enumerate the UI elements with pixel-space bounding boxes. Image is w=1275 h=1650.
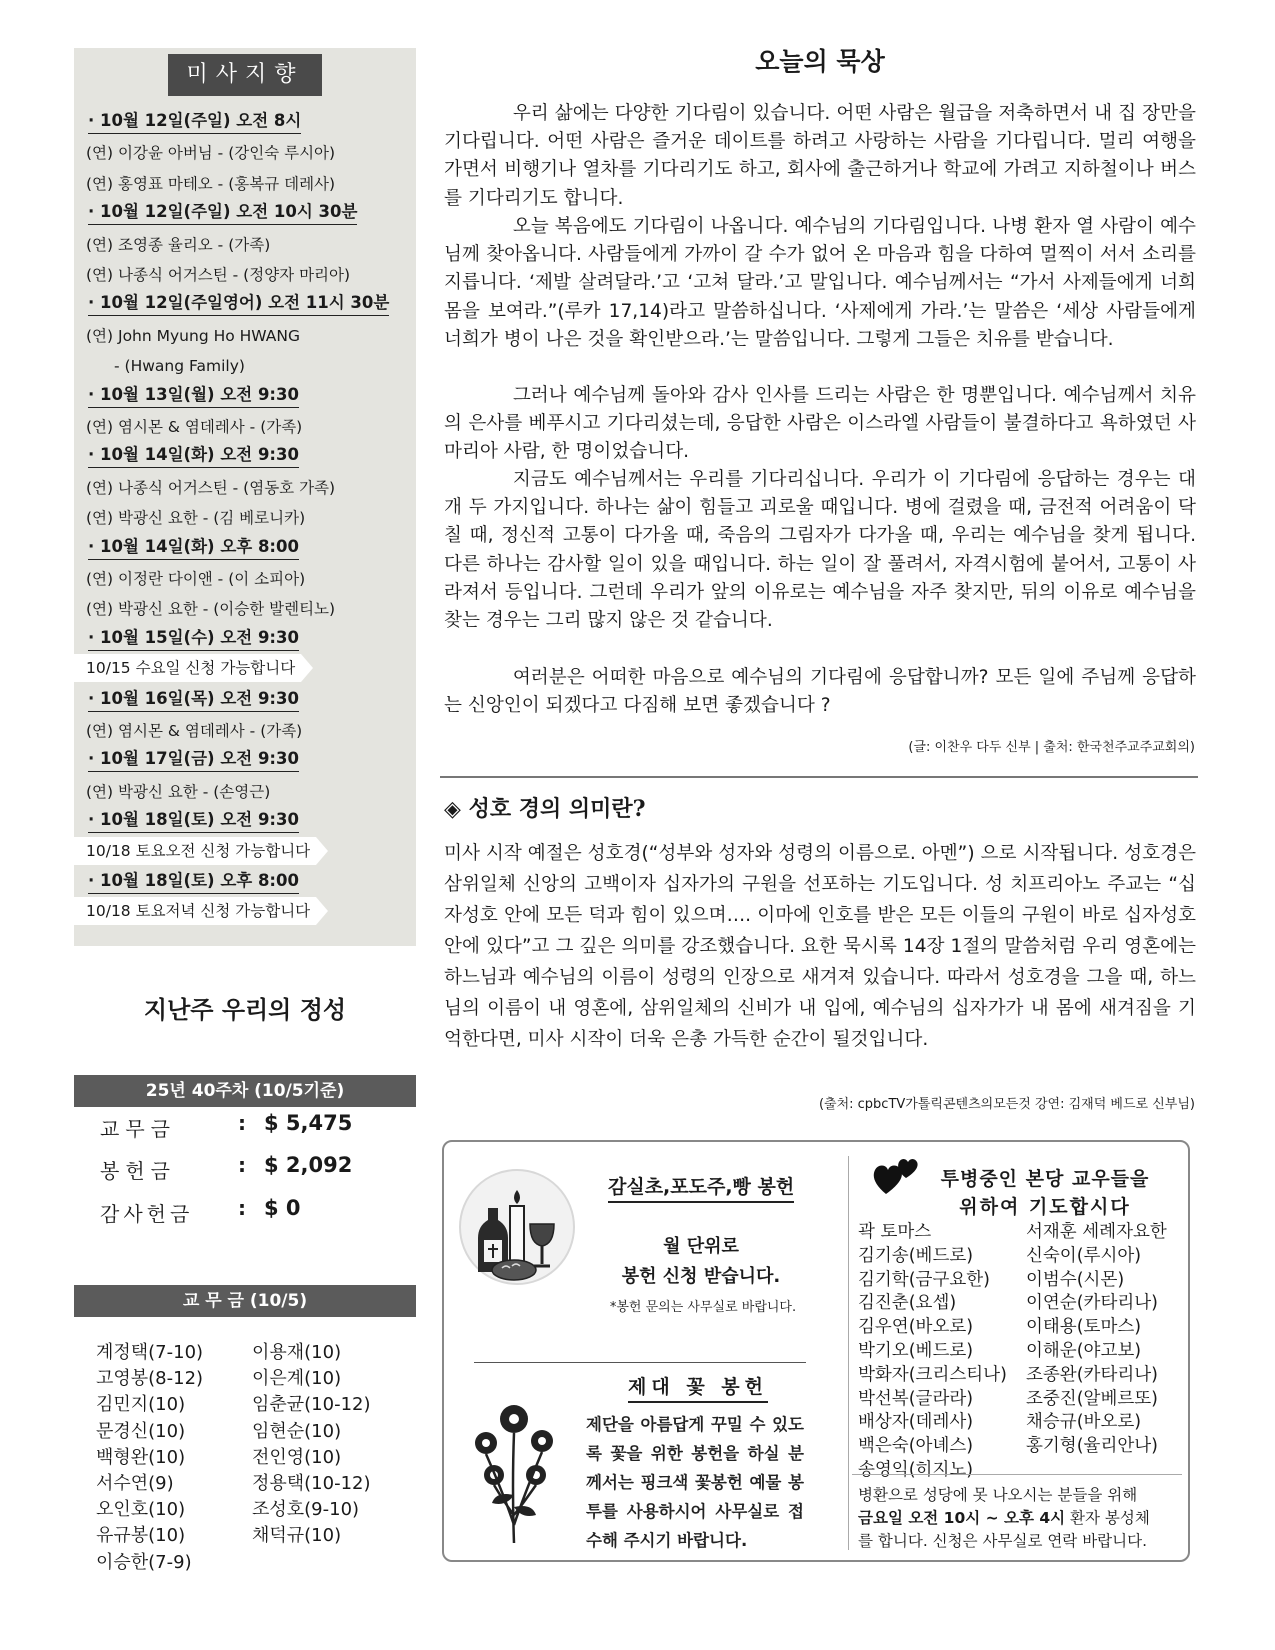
mass-date-heading: · 10월 12일(주일) 오전 8시: [88, 110, 301, 134]
mass-availability-note: 10/18 토요오전 신청 가능합니다: [74, 837, 316, 865]
mass-availability-note: 10/18 토요저녁 신청 가능합니다: [74, 897, 316, 925]
mass-intention-line: (연) 염시몬 & 염데레사 - (가족): [86, 722, 303, 740]
patient-entry: 김진춘(요셉): [858, 1293, 957, 1314]
offering-colon: :: [238, 1111, 246, 1135]
patient-entry: 서재훈 세례자요한: [1026, 1222, 1167, 1242]
donor-entry: 백형완(10): [96, 1446, 186, 1468]
donor-entry: 고영봉(8-12): [96, 1368, 204, 1390]
offering-value-bonghun: $ 2,092: [264, 1153, 353, 1177]
mass-availability-note: 10/15 수요일 신청 가능합니다: [74, 654, 301, 682]
meditation-paragraph: 그러나 예수님께 돌아와 감사 인사를 드리는 사람은 한 명뿐입니다. 예수님께서 치유의 은사를 베푸시고 기다리셨는데, 응답한 사람은 이스라엘 사람들이 불결하다고 욕하였던 사마리아 사람, 한 명이었습니다.: [444, 385, 1196, 463]
visit-divider: [852, 1474, 1182, 1475]
candle-wine-bread-icon: [458, 1168, 576, 1286]
offering-colon: :: [238, 1153, 246, 1177]
mass-date-heading: · 10월 13일(월) 오전 9:30: [88, 384, 299, 408]
hearts-icon: [872, 1154, 920, 1196]
flower-offering-text: 제단을 아름답게 꾸밀 수 있도록 꽃을 위한 봉헌을 하실 분께서는 핑크색 꽃봉헌 예물 봉투를 사용하시어 사무실로 접수해 주시기 바랍니다.: [586, 1415, 804, 1550]
mass-intention-line: - (Hwang Family): [114, 357, 245, 376]
donor-entry: 임춘균(10-12): [252, 1394, 371, 1416]
candle-offering-title: 감실초,포도주,빵 봉헌: [608, 1172, 794, 1203]
patient-entry: 이해운(야고보): [1026, 1341, 1142, 1361]
candle-offering-note: *봉헌 문의는 사무실로 바랍니다.: [609, 1300, 797, 1315]
mass-intention-line: (연) 이강윤 아버님 - (강인숙 루시아): [86, 144, 336, 163]
patient-entry: 백은숙(아녜스): [858, 1436, 974, 1457]
patient-entry: 조중진(알베르또): [1026, 1388, 1158, 1409]
donor-entry: 이용재(10): [252, 1342, 342, 1363]
mass-intention-line: (연) John Myung Ho HWANG: [86, 326, 300, 345]
donor-entry: 이승한(7-9): [96, 1551, 192, 1573]
mass-date-heading: · 10월 12일(주일영어) 오전 11시 30분: [88, 292, 389, 316]
candle-offering-line1: 월 단위로: [663, 1236, 739, 1257]
mass-intention-line: (연) 박광신 요한 - (손영근): [86, 782, 271, 801]
visit-line2: [858, 1507, 1188, 1530]
donors-bar: 교 무 금 (10/5): [74, 1285, 416, 1317]
mass-date-heading: · 10월 12일(주일) 오전 10시 30분: [88, 201, 357, 225]
patients-title-line1: 투병중인 본당 교우들을: [940, 1168, 1150, 1190]
mass-intention-line: (연) 조영종 율리오 - (가족): [86, 235, 271, 254]
patient-entry: 김우연(바오로): [858, 1317, 974, 1338]
offering-value-gamsa: $ 0: [264, 1196, 301, 1220]
visit-notice: [858, 1484, 1188, 1553]
patients-title-line2: 위하여 기도합시다: [959, 1196, 1131, 1218]
sign-of-cross-body: 미사 시작 예절은 성호경(“성부와 성자와 성령의 이름으로. 아멘”) 으로 시작됩니다. 성호경은 삼위일체 신앙의 고백이자 십자가의 구원을 선포하는 기도입니다. 성 치프리아노 주교는 “십자성호 안에 모든 덕과 힘이 있으며…. 이마에 인호를 받은 모든 이들의 구원이 바로 십자성호 안에 있다”고 그 깊은 의미를 강조했습니다. 요한 묵시록 14장 1절의 말씀처럼 우리 영혼에는 하느님과 예수님의 이름이 성령의 인장으로 새겨져 있습니다. 따라서 성호경을 그을 때, 하느님의 이름이 내 영혼에, 삼위일체의 신비가 내 입에, 예수님의 십자가가 내 몸에 새겨짐을 기억한다면, 미사 시작이 더욱 은총 가득한 순간이 될것입니다.: [444, 843, 1196, 1050]
donor-entry: 전인영(10): [252, 1446, 342, 1468]
sign-of-cross-title: ◈ 성호 경의 의미란?: [444, 796, 646, 822]
meditation-paragraph: 여러분은 어떠한 마음으로 예수님의 기다림에 응답합니까? 모든 일에 주님께 응답하는 신앙인이 되겠다고 다짐해 보면 좋겠습니다 ?: [444, 667, 1196, 717]
visit-line1: 병환으로 성당에 못 나오시는 분들을 위해: [858, 1486, 1138, 1504]
patient-entry: 곽 토마스: [858, 1222, 932, 1242]
flower-icon: [464, 1395, 564, 1547]
mass-intention-line: (연) 홍영표 마테오 - (홍복규 데레사): [86, 174, 336, 193]
visit-time: 금요일 오전 10시 ~ 오후 4시: [858, 1509, 1066, 1527]
patient-entry: 이태용(토마스): [1026, 1317, 1142, 1338]
patient-entry: 배상자(데레사): [858, 1412, 974, 1433]
offering-heading: 지난주 우리의 정성: [143, 996, 347, 1024]
patient-entry: 채승규(바오로): [1026, 1412, 1142, 1433]
patient-entry: 김기학(금구요한): [858, 1269, 990, 1290]
mass-intention-line: (연) 박광신 요한 - (김 베로니카): [86, 509, 306, 528]
mass-date-heading: · 10월 15일(수) 오전 9:30: [88, 627, 299, 651]
mass-date-heading: · 10월 18일(토) 오후 8:00: [88, 870, 299, 894]
notice-box-divider: [848, 1156, 849, 1550]
visit-line2-rest: 환자 봉성체: [1065, 1509, 1150, 1527]
donor-entry: 임현순(10): [252, 1420, 342, 1442]
donor-entry: 오인호(10): [96, 1499, 186, 1521]
donor-entry: 채덕규(10): [252, 1525, 342, 1547]
patient-entry: 김기송(베드로): [858, 1245, 974, 1266]
mass-intention-line: (연) 나종식 어거스틴 - (염동호 가족): [86, 478, 336, 497]
donor-entry: 서수연(9): [96, 1473, 174, 1494]
meditation-paragraph: 오늘 복음에도 기다림이 나옵니다. 예수님의 기다림입니다. 나병 환자 열 사람이 예수님께 찾아옵니다. 사람들에게 가까이 갈 수가 없어 온 마음과 힘을 다하여 멀찍이 서서 소리를 지릅니다. ‘제발 살려달라.’고 ‘고쳐 달라.’고 말입니다. 예수님께서는 “가서 사제들에게 너희 몸을 보여라.”(루카 17,14)라고 말씀하십니다. ‘사제에게 가라.’는 말씀은 ‘세상 사람들에게 너희가 병이 나은 것을 확인받으라.’는 말씀입니다. 그렇게 그들은 치유를 받습니다.: [444, 216, 1196, 350]
notice-box-hdivider: [474, 1362, 806, 1363]
donor-entry: 유규봉(10): [96, 1525, 186, 1547]
patient-entry: 이범수(시몬): [1026, 1269, 1125, 1290]
flower-offering-title: 제대 꽃 봉헌: [628, 1372, 768, 1403]
patient-entry: 조종완(카타리나): [1026, 1364, 1158, 1385]
mass-date-heading: · 10월 16일(목) 오전 9:30: [88, 688, 299, 712]
patient-entry: 신숙이(루시아): [1026, 1245, 1142, 1266]
visit-line3: 를 합니다. 신청은 사무실로 연락 바랍니다.: [858, 1532, 1148, 1550]
mass-intention-line: (연) 박광신 요한 - (이승한 발렌티노): [86, 600, 336, 619]
candle-offering-line2: 봉헌 신청 받습니다.: [621, 1266, 781, 1287]
mass-date-heading: · 10월 14일(화) 오전 9:30: [88, 444, 299, 468]
sign-of-cross-source: (출처: cpbcTV가톨릭콘텐츠의모든것 강연: 김재덕 베드로 신부님): [818, 1097, 1195, 1112]
patient-entry: 송영익(히지노): [858, 1460, 974, 1480]
mass-intention-line: (연) 이정란 다이앤 - (이 소피아): [86, 570, 306, 588]
donor-entry: 정용택(10-12): [252, 1473, 371, 1494]
offering-label-gamsa: 감사헌금: [100, 1202, 194, 1226]
donor-entry: 문경신(10): [96, 1420, 186, 1442]
mass-intentions-title: 미사지향: [168, 54, 322, 96]
donor-entry: 김민지(10): [96, 1394, 186, 1416]
mass-date-heading: · 10월 18일(토) 오전 9:30: [88, 809, 299, 833]
meditation-paragraph: 지금도 예수님께서는 우리를 기다리십니다. 우리가 이 기다림에 응답하는 경우는 대개 두 가지입니다. 하나는 삶이 힘들고 괴로울 때입니다. 병에 걸렸을 때, 금전적 어려움이 닥칠 때, 정신적 고통이 다가올 때, 죽음의 그림자가 다가올 때, 우리는 예수님을 찾게 됩니다. 다른 하나는 감사할 일이 있을 때입니다. 하는 일이 잘 풀려서, 자격시험에 붙어서, 고통이 사라져서 등입니다. 그런데 우리가 앞의 이유로는 예수님을 자주 찾지만, 뒤의 이유로 예수님을 찾는 경우는 그리 많지 않은 것 같습니다.: [444, 469, 1196, 632]
patient-entry: 박선복(글라라): [858, 1388, 974, 1409]
donor-entry: 이은계(10): [252, 1368, 342, 1390]
section-divider: [440, 776, 1198, 778]
donor-entry: 계정택(7-10): [96, 1342, 204, 1363]
mass-intention-line: (연) 염시몬 & 염데레사 - (가족): [86, 418, 303, 436]
mass-date-heading: · 10월 14일(화) 오후 8:00: [88, 536, 299, 560]
offering-week-bar: 25년 40주차 (10/5기준): [74, 1075, 416, 1107]
offering-value-gyomu: $ 5,475: [264, 1111, 353, 1135]
mass-intention-line: (연) 나종식 어거스틴 - (정양자 마리아): [86, 266, 351, 284]
patient-entry: 박기오(베드로): [858, 1341, 974, 1361]
offering-label-bonghun: 봉헌금: [100, 1159, 176, 1183]
meditation-paragraph: 우리 삶에는 다양한 기다림이 있습니다. 어떤 사람은 월급을 저축하면서 내 집 장만을 기다립니다. 어떤 사람은 즐거운 데이트를 하려고 사랑하는 사람을 기다립니다. 멀리 여행을 가면서 비행기나 열차를 기다리기도 하고, 회사에 출근하거나 학교에 가려고 지하철이나 버스를 기다리기도 합니다.: [444, 103, 1196, 209]
patient-entry: 박화자(크리스티나): [858, 1364, 1007, 1385]
patient-entry: 홍기형(율리안나): [1026, 1436, 1158, 1457]
donor-entry: 조성호(9-10): [252, 1499, 360, 1521]
mass-date-heading: · 10월 17일(금) 오전 9:30: [88, 748, 299, 772]
meditation-source: (글: 이찬우 다두 신부 | 출처: 한국천주교주교회의): [908, 740, 1195, 755]
offering-colon: :: [238, 1196, 246, 1220]
patient-entry: 이연순(카타리나): [1026, 1293, 1158, 1314]
offering-label-gyomu: 교무금: [100, 1117, 176, 1141]
meditation-title: 오늘의 묵상: [755, 47, 885, 76]
